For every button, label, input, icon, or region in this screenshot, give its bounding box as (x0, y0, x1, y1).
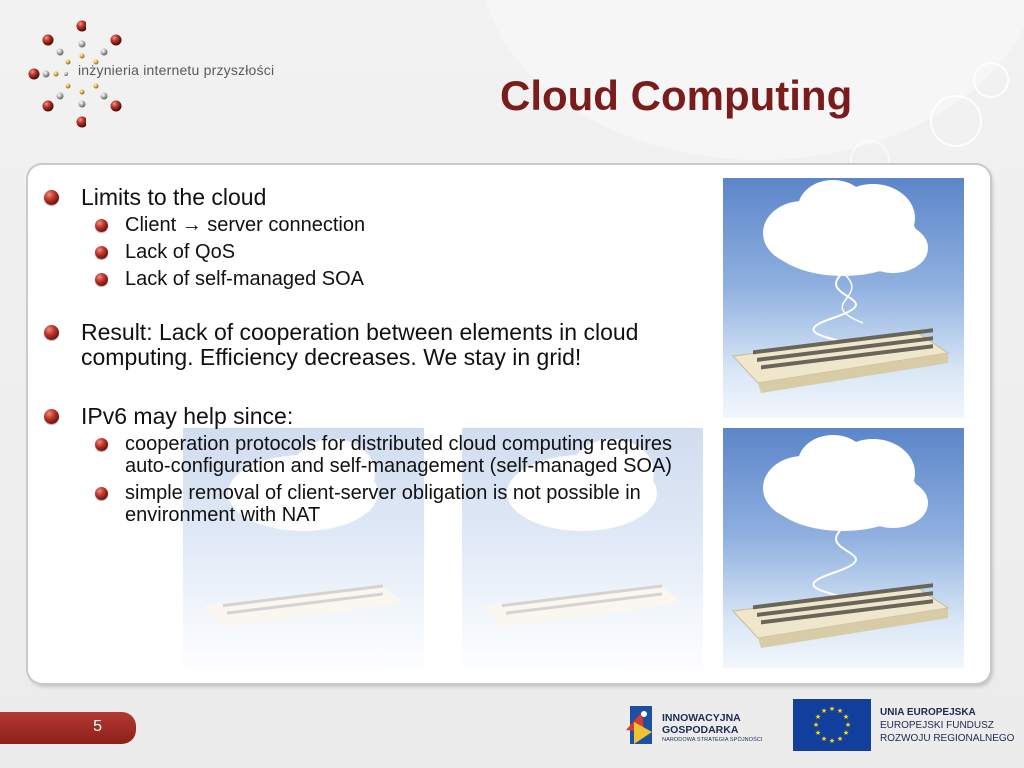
page-number: 5 (93, 718, 102, 735)
bullet-dot-icon (95, 246, 108, 259)
sub-bullet-text: Client → server connection (125, 214, 366, 236)
ig-title-line1: INNOWACYJNA (662, 712, 741, 724)
bullet-dot-icon (44, 190, 59, 205)
bullet-item (28, 185, 728, 210)
svg-text:★: ★ (814, 729, 822, 737)
bullet-item (28, 320, 708, 370)
sub-bullet-item (28, 482, 718, 526)
sub-bullet-text: cooperation protocols for distributed cloud computing requires auto-configuration and self-management (self-managed SOA) (125, 433, 672, 477)
ig-emblem-icon (622, 702, 658, 752)
sub-bullet-text: Lack of QoS (125, 241, 236, 263)
sub-bullet-item (28, 214, 728, 236)
bullet-text: Result: Lack of cooperation between elements in cloud computing. Efficiency decreases. We stay in grid! (81, 319, 639, 370)
bullet-list (28, 185, 728, 526)
bullet-dot-icon (44, 409, 59, 424)
background-ring (930, 95, 982, 147)
content-panel (28, 165, 990, 683)
cloud-keyboard-image (723, 178, 964, 418)
svg-text:★: ★ (814, 713, 822, 721)
sub-bullet-text: simple removal of client-server obligation is not possible in environment with NAT (125, 482, 641, 526)
dot-star-logo-icon (26, 18, 86, 130)
svg-text:★: ★ (812, 721, 820, 729)
bullet-dot-icon (95, 438, 108, 451)
eu-line1: UNIA EUROPEJSKA (880, 707, 976, 718)
svg-text:★: ★ (820, 735, 828, 743)
eu-flag-icon (793, 699, 871, 751)
svg-text:★: ★ (836, 735, 844, 743)
bullet-dot-icon (95, 273, 108, 286)
eu-text (880, 706, 1014, 745)
logo-text: inżynieria internetu przyszłości (78, 62, 275, 78)
bullet-dot-icon (95, 487, 108, 500)
eu-line3: ROZWOJU REGIONALNEGO (880, 733, 1015, 744)
svg-text:★: ★ (844, 721, 852, 729)
sub-bullet-item (28, 268, 728, 290)
innowacyjna-gospodarka-logo (622, 700, 772, 752)
eu-line2: EUROPEJSKI FUNDUSZ (880, 720, 994, 731)
project-logo (26, 18, 366, 130)
svg-text:★: ★ (828, 737, 836, 745)
page-number-tab (0, 712, 136, 744)
background-ring (973, 62, 1009, 98)
svg-text:★: ★ (842, 713, 850, 721)
bullet-item (28, 404, 728, 429)
sub-bullet-text: Lack of self-managed SOA (125, 268, 365, 290)
bullet-text: IPv6 may help since: (81, 403, 294, 429)
sub-bullet-item (28, 433, 718, 477)
svg-text:★: ★ (828, 705, 836, 713)
bullet-content (28, 165, 728, 683)
cloud-keyboard-image (723, 428, 964, 668)
ig-subtitle: NARODOWA STRATEGIA SPÓJNOŚCI (662, 737, 763, 743)
bullet-dot-icon (44, 325, 59, 340)
sub-bullet-item (28, 241, 728, 263)
slide-title: Cloud Computing (500, 72, 853, 119)
svg-text:★: ★ (842, 729, 850, 737)
svg-text:★: ★ (836, 707, 844, 715)
bullet-dot-icon (95, 219, 108, 232)
bullet-text: Limits to the cloud (81, 184, 267, 210)
svg-text:★: ★ (820, 707, 828, 715)
ig-title-line2: GOSPODARKA (662, 724, 739, 736)
